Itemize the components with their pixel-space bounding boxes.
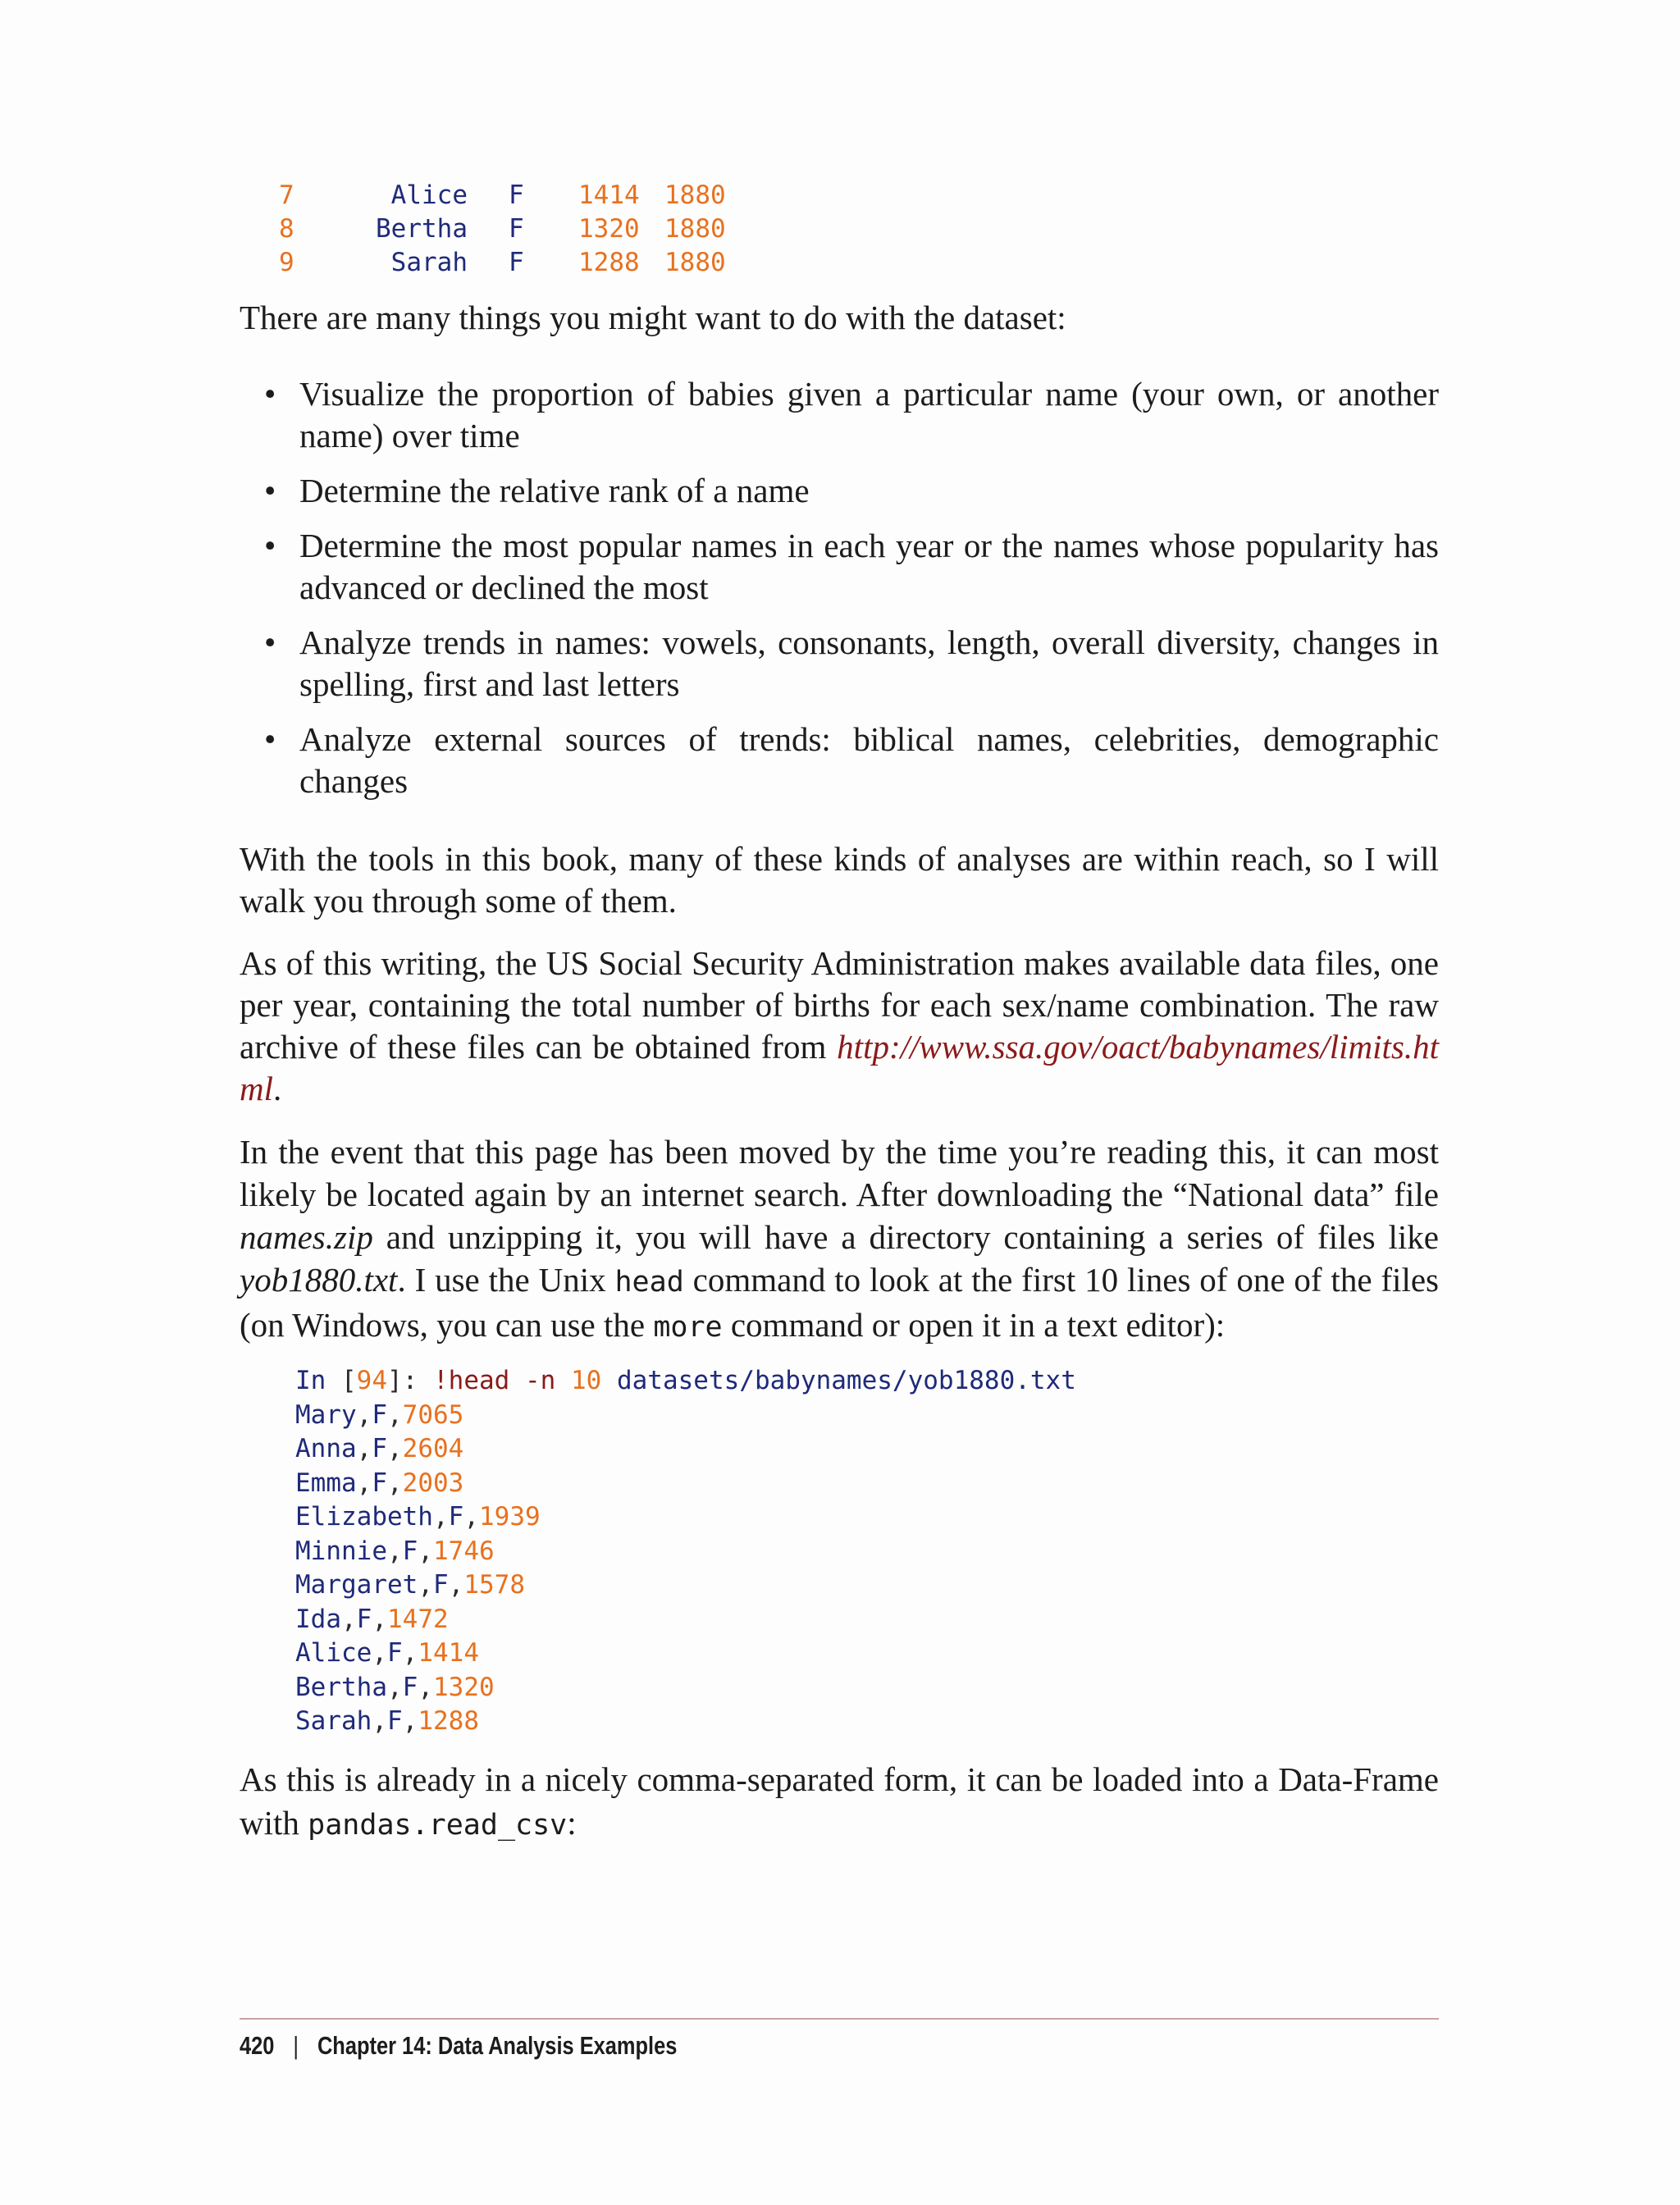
prompt-bracket: ]:: [387, 1366, 433, 1395]
prompt-in: In: [295, 1366, 341, 1395]
prompt-bracket: [: [341, 1366, 357, 1395]
code-line: Margaret,F,1578: [295, 1570, 525, 1600]
tools-paragraph: With the tools in this book, many of these kinds of analyses are within reach, so I will walk you through some of them.: [240, 840, 1439, 920]
code-name: Bertha: [295, 1672, 387, 1702]
code-sex: F: [387, 1706, 403, 1736]
code-count: 2604: [402, 1434, 464, 1463]
row-name: Alice: [390, 180, 468, 210]
download-paragraph: [240, 1130, 1439, 1349]
code-line: Bertha,F,1320: [295, 1672, 495, 1702]
footer-separator: |: [293, 2031, 299, 2060]
ssa-paragraph: [240, 943, 1439, 1110]
command-arg: 10: [570, 1366, 602, 1395]
code-sex: F: [372, 1468, 387, 1498]
row-sex: F: [509, 214, 524, 244]
inline-code-more: more: [653, 1311, 723, 1344]
text-run: In the event that this page has been moved by the time you’re reading this, it can most likely be located again by an internet search. After downloading the “National data” file: [240, 1133, 1439, 1213]
code-line: Emma,F,2003: [295, 1468, 464, 1498]
row-year: 1880: [664, 248, 726, 277]
code-name: Anna: [295, 1434, 357, 1463]
code-line: Sarah,F,1288: [295, 1706, 479, 1736]
code-sex: F: [402, 1536, 418, 1566]
row-sex: F: [509, 248, 524, 277]
code-block: [295, 1364, 1076, 1739]
code-name: Ida: [295, 1604, 341, 1634]
code-sex: F: [356, 1604, 372, 1634]
list-item: [240, 525, 1439, 609]
row-year: 1880: [664, 214, 726, 244]
code-sex: F: [387, 1638, 403, 1668]
ssa-link[interactable]: http://www.ssa.gov/oact/babynames/limits.html: [240, 1028, 1439, 1107]
read-csv-paragraph: [240, 1758, 1439, 1847]
code-count: 2003: [402, 1468, 464, 1498]
list-item-text: Determine the most popular names in each year or the names whose popularity has advanced or declined the most: [299, 527, 1439, 606]
ssa-text: As of this writing, the US Social Security Administration makes available data files, one per year, containing the total number of births for each sex/name combination. The raw archive of these files can be obtained from: [240, 944, 1439, 1066]
list-item-text: Analyze external sources of trends: biblical names, celebrities, demographic changes: [299, 720, 1439, 800]
row-births: 1414: [578, 180, 640, 210]
code-line: Ida,F,1472: [295, 1604, 449, 1634]
list-item-text: Analyze trends in names: vowels, consonants, length, overall diversity, changes in spelling, first and last letters: [299, 623, 1439, 703]
list-item: [240, 470, 1439, 512]
code-count: 7065: [402, 1399, 464, 1430]
row-index: 7: [279, 180, 294, 210]
filename-names-zip: names.zip: [240, 1218, 373, 1256]
code-sex: F: [448, 1502, 464, 1532]
code-sex: F: [372, 1399, 387, 1430]
code-name: Alice: [295, 1638, 372, 1668]
row-sex: F: [509, 180, 524, 210]
code-line: Alice,F,1414: [295, 1638, 479, 1668]
code-line: Mary,F,7065: [295, 1399, 464, 1430]
shell-command: !head -n: [433, 1366, 571, 1395]
code-name: Minnie: [295, 1536, 387, 1566]
row-births: 1288: [578, 248, 640, 277]
row-index: 9: [279, 248, 294, 277]
bullet-dot: •: [264, 472, 276, 509]
text-run: As this is already in a nicely comma-separated form, it can be loaded into a Data‐Frame with: [240, 1760, 1439, 1842]
row-year: 1880: [664, 180, 726, 210]
code-name: Sarah: [295, 1706, 372, 1736]
list-item: [240, 719, 1439, 802]
filename-yob1880: yob1880.txt: [240, 1261, 398, 1299]
row-index: 8: [279, 214, 294, 244]
list-item: [240, 373, 1439, 457]
inline-code-read-csv: pandas.read_csv: [308, 1809, 568, 1842]
command-path: datasets/babynames/yob1880.txt: [601, 1366, 1076, 1395]
code-count: 1939: [479, 1502, 541, 1532]
page-footer: [240, 2031, 677, 2061]
prompt-number: 94: [356, 1366, 387, 1395]
footer-rule: [240, 2018, 1439, 2020]
code-line: Minnie,F,1746: [295, 1536, 495, 1566]
list-item: [240, 622, 1439, 705]
row-name: Bertha: [376, 214, 468, 244]
code-name: Elizabeth: [295, 1502, 433, 1532]
bullet-dot: •: [264, 527, 276, 564]
ssa-end: .: [273, 1070, 282, 1107]
code-name: Mary: [295, 1399, 357, 1430]
intro-paragraph: There are many things you might want to do with the dataset:: [240, 299, 1066, 336]
bullet-dot: •: [264, 623, 276, 661]
list-item-text: Visualize the proportion of babies given a particular name (your own, or another name) over time: [299, 375, 1439, 454]
row-name: Sarah: [390, 248, 468, 277]
text-run: . I use the Unix: [397, 1261, 615, 1299]
code-count: 1414: [418, 1638, 479, 1668]
code-name: Emma: [295, 1468, 357, 1498]
code-line: Elizabeth,F,1939: [295, 1502, 541, 1532]
code-count: 1288: [418, 1706, 479, 1736]
code-count: 1472: [387, 1604, 449, 1634]
bullet-dot: •: [264, 720, 276, 758]
text-run: and unzipping it, you will have a directory containing a series of files like: [372, 1218, 1439, 1256]
list-item-text: Determine the relative rank of a name: [299, 472, 810, 509]
text-run: command or open it in a text editor):: [722, 1306, 1226, 1344]
code-count: 1746: [433, 1536, 495, 1566]
code-sex: F: [432, 1570, 449, 1600]
bullet-list: [240, 373, 1439, 815]
code-sex: F: [372, 1434, 387, 1463]
inline-code-head: head: [614, 1266, 684, 1299]
code-count: 1320: [433, 1672, 495, 1702]
code-sex: F: [402, 1672, 418, 1702]
code-count: 1578: [463, 1570, 525, 1600]
row-births: 1320: [578, 214, 640, 244]
bullet-dot: •: [264, 375, 276, 413]
page-number: 420: [240, 2031, 275, 2060]
chapter-title: Chapter 14: Data Analysis Examples: [317, 2031, 678, 2060]
text-run: command to look at the first 10 lines of one of the files (on Windows, you can use the: [240, 1261, 1439, 1344]
text-run: :: [567, 1804, 577, 1842]
code-line: Anna,F,2604: [295, 1434, 464, 1463]
code-name: Margaret: [295, 1570, 418, 1600]
